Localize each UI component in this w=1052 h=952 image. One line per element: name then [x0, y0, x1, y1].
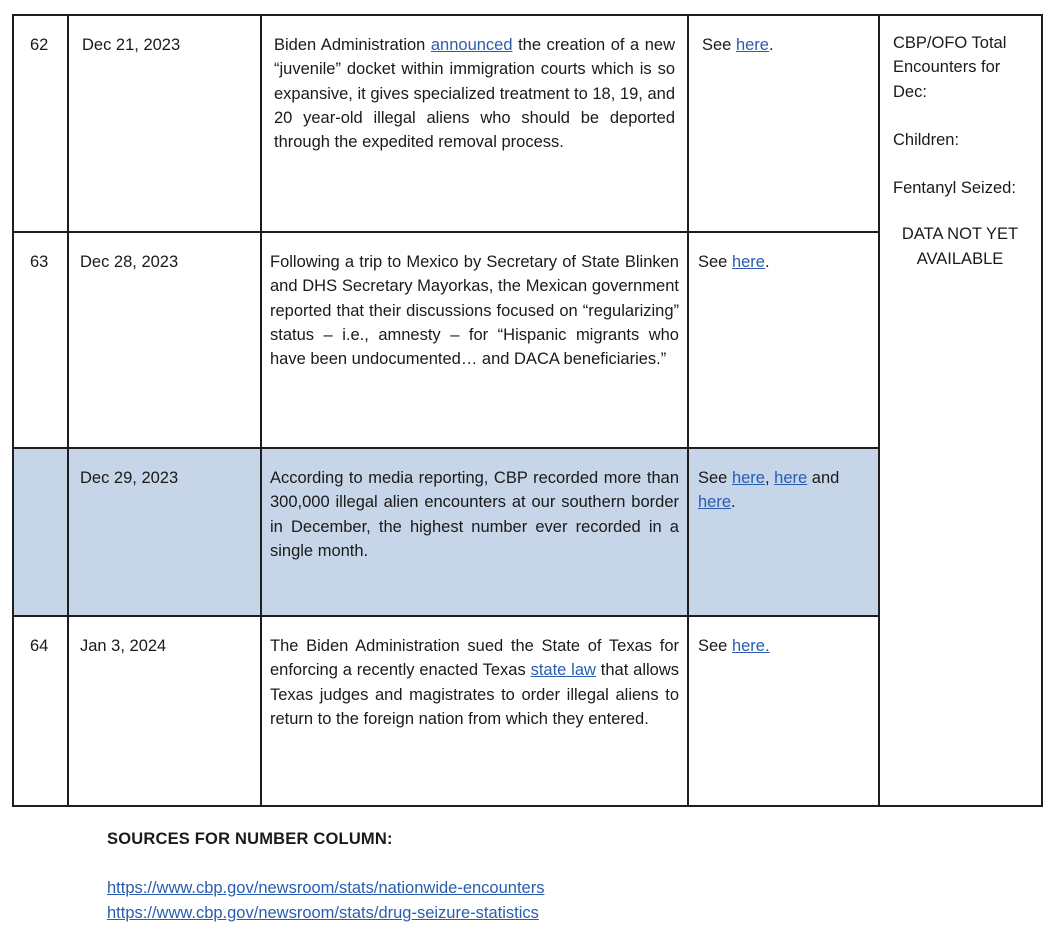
source-link-drug-seizures[interactable]: https://www.cbp.gov/newsroom/stats/drug-seizure-statistics	[107, 904, 539, 922]
inline-link[interactable]: announced	[430, 36, 513, 54]
inline-text: and	[807, 469, 840, 487]
inline-link[interactable]: here	[735, 36, 769, 54]
children-label: Children:	[893, 130, 960, 149]
row-date: Dec 29, 2023	[68, 448, 261, 616]
row-description	[261, 448, 688, 616]
row-number: 63	[13, 232, 68, 448]
inline-text: See	[698, 637, 732, 655]
inline-text: the creation of a new “juvenile” docket within immigration courts which is so expansive, it gives specialized treatment to 18, 19, and 20 year-old illegal aliens who should be deported through the expedited removal process.	[274, 36, 675, 152]
inline-text: According to media reporting, CBP recorded more than 300,000 illegal alien encounters at our southern border in December, the highest number ever recorded in a single month.	[270, 469, 679, 560]
inline-link[interactable]: here	[731, 253, 765, 271]
source-link-encounters[interactable]: https://www.cbp.gov/newsroom/stats/nationwide-encounters	[107, 879, 545, 897]
inline-link[interactable]: here	[731, 469, 765, 487]
inline-link[interactable]: here	[698, 493, 732, 512]
inline-text: Following a trip to Mexico by Secretary of State Blinken and DHS Secretary Mayorkas, the Mexican government reported that their discussions focused on “regularizing” status – i.e., amnesty – for “Hispanic migrants who have been undocumented… and DACA beneficiaries.”	[270, 253, 679, 369]
data-status: DATA NOT YET AVAILABLE	[901, 225, 1019, 268]
inline-text: .	[764, 253, 770, 271]
table-row	[13, 15, 1042, 232]
row-date: Jan 3, 2024	[68, 616, 261, 806]
inline-text: See	[702, 36, 736, 54]
row-number: 62	[13, 15, 68, 232]
sources-heading: SOURCES FOR NUMBER COLUMN:	[107, 830, 393, 848]
row-source	[688, 232, 879, 448]
encounters-title: CBP/OFO Total Encounters for Dec:	[893, 34, 1007, 101]
row-source	[688, 616, 879, 806]
row-description	[261, 616, 688, 806]
timeline-table	[12, 14, 1043, 807]
row-description	[261, 15, 688, 232]
row-source	[688, 15, 879, 232]
inline-text: .	[768, 36, 774, 54]
inline-link[interactable]: state law	[530, 661, 596, 680]
inline-text: ,	[764, 469, 775, 487]
row-number: 64	[13, 616, 68, 806]
inline-link[interactable]: here.	[731, 637, 770, 655]
inline-link[interactable]: here	[774, 469, 808, 487]
inline-text: See	[698, 253, 732, 271]
row-number	[13, 448, 68, 616]
inline-text: that allows Texas judges and magistrates to order illegal aliens to return to the foreign nation from which they entered.	[270, 661, 679, 728]
inline-text: .	[731, 493, 736, 512]
encounters-summary-cell	[879, 15, 1042, 806]
inline-text: The Biden Administration sued the State of Texas for enforcing a recently enacted Texas	[270, 637, 679, 680]
inline-text: See	[698, 469, 732, 487]
fentanyl-label: Fentanyl Seized:	[893, 179, 1016, 198]
row-source	[688, 448, 879, 616]
row-date: Dec 28, 2023	[68, 232, 261, 448]
row-date: Dec 21, 2023	[68, 15, 261, 232]
row-description	[261, 232, 688, 448]
inline-text: Biden Administration	[274, 36, 431, 54]
